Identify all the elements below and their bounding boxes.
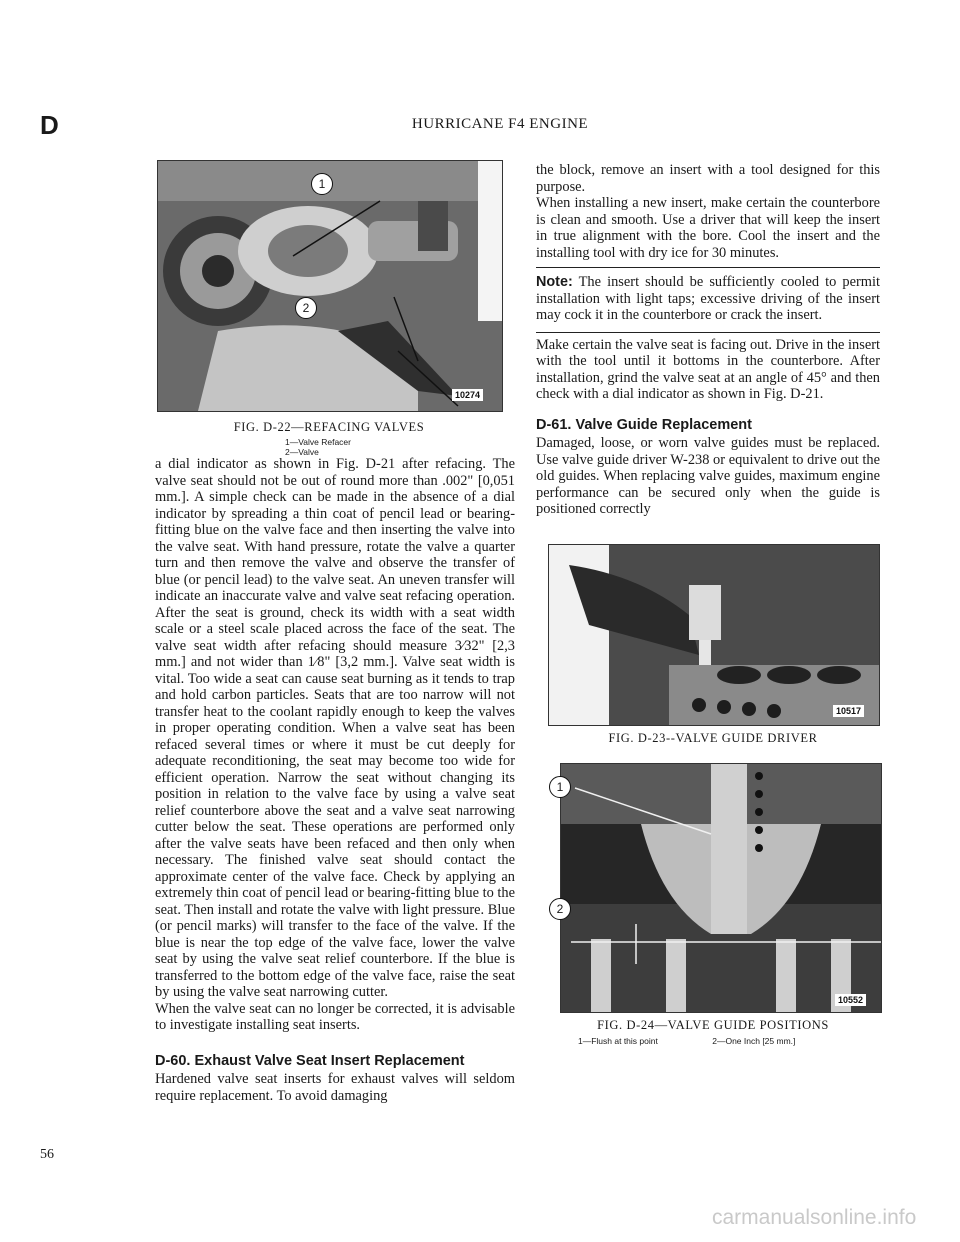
figure-caption: FIG. D-22—REFACING VALVES (233, 420, 425, 434)
callout-1: 1 (549, 776, 571, 798)
callout-2: 2 (549, 898, 571, 920)
paragraph: the block, remove an insert with a tool designed for this purpose. (536, 162, 880, 195)
figure-legend (578, 1036, 868, 1046)
figure-number: 10517 (833, 705, 864, 717)
legend-item: 2—Valve (285, 447, 319, 457)
note-box (536, 267, 880, 333)
section-letter: D (40, 110, 59, 140)
note-label: Note: (536, 274, 573, 290)
figure-refacing-valves-photo (157, 160, 503, 412)
paragraph: Hardened valve seat inserts for exhaust valves will seldom require replacement. To avoid damaging (155, 1071, 515, 1104)
legend-item: 1—Valve Refacer (285, 437, 351, 447)
figure-valve-guide-positions-photo (556, 763, 882, 1013)
page-number: 56 (40, 1147, 54, 1162)
watermark: carmanualsonline.info (712, 1206, 917, 1229)
legend-item: 1—Flush at this point (578, 1036, 658, 1046)
note-text: The insert should be sufficiently cooled to permit installation with light taps; excessive driving of the insert may cock it in the counterbore or crack the insert. (536, 274, 880, 323)
callout-1: 1 (311, 173, 333, 195)
figure-caption: FIG. D-23--VALVE GUIDE DRIVER (608, 731, 818, 745)
figure-number: 10274 (452, 389, 483, 401)
left-column (155, 456, 515, 1104)
paragraph: a dial indicator as shown in Fig. D-21 after refacing. The valve seat should not be out of round more than .002" [0,051 mm.]. A simple check can be made in the absence of a dial indicator by spreading a thin coat of pencil lead or bearing-fitting blue on the valve face and then inserting the valve into the valve seat. With hand pressure, rotate the valve a quarter turn and then remove the valve and observe the transfer of blue (or pencil lead) to the valve seat. An uneven transfer will indicate an inaccurate valve and valve seat refacing operation. After the seat is ground, check its width with a seat width scale or a steel scale placed across the face of the seat. The valve seat width after refacing should measure 3⁄32" [2,3 mm.] and not wider than 1⁄8" [3,2 mm.]. Valve seat width is vital. Too wide a seat can cause seat burning as it tends to trap and hold carbon particles. Seats that are too narrow will not transfer heat to the coolant rapidly enough to keep the valves in proper operating condition. When a valve seat has been refaced several times or where it must be cut deeply for adequate reconditioning, the seat may become too wide for efficient operation. Narrow the seat without changing its position in relation to the valve face by using a valve seat relief counterbore above the seat and a valve seat narrowing cutter below the seat. These operations are performed only after the valve seats have been refaced and then only when necessary. The finished valve seat should contact the approximate center of the valve face. Check by applying an extremely thin coat of pencil lead or bearing-fitting blue to the seat. Then install and rotate the valve with light pressure. Blue (or pencil marks) will transfer to the face of the valve. If the blue is near the top edge of the valve face, lower the valve seat by using the valve seat relief counterbore. If the blue is transferred to the bottom edge of the valve face, raise the seat by using the valve seat narrowing cutter. (155, 456, 515, 1000)
figure-legend (285, 437, 351, 457)
paragraph: When installing a new insert, make certain the counterbore is clean and smooth. Use a driver that will keep the insert in true alignment with the bore. Cool the insert and the installing tool with dry ice for 30 minutes. (536, 195, 880, 261)
page-title: HURRICANE F4 ENGINE (411, 116, 589, 132)
callout-2: 2 (295, 297, 317, 319)
figure-valve-guide-driver-photo (548, 544, 880, 726)
right-column (536, 162, 880, 518)
section-heading: D-60. Exhaust Valve Seat Insert Replacement (155, 1052, 465, 1069)
paragraph: When the valve seat can no longer be corrected, it is advisable to investigate installing seat inserts. (155, 1000, 515, 1033)
paragraph: Damaged, loose, or worn valve guides must be replaced. Use valve guide driver W-238 or equivalent to drive out the old guides. When replacing valve guides, maximum engine performance can be secured only when the guide is positioned correctly (536, 435, 880, 517)
figure-caption: FIG. D-24—VALVE GUIDE POSITIONS (597, 1018, 829, 1032)
legend-item: 2—One Inch [25 mm.] (712, 1036, 796, 1046)
figure-number: 10552 (835, 994, 866, 1006)
section-heading: D-61. Valve Guide Replacement (536, 416, 752, 433)
paragraph: Make certain the valve seat is facing out. Drive in the insert with the tool until it bottoms in the counterbore. After installation, grind the valve seat at an angle of 45° and then check with a dial indicator as shown in Fig. D-21. (536, 336, 880, 402)
